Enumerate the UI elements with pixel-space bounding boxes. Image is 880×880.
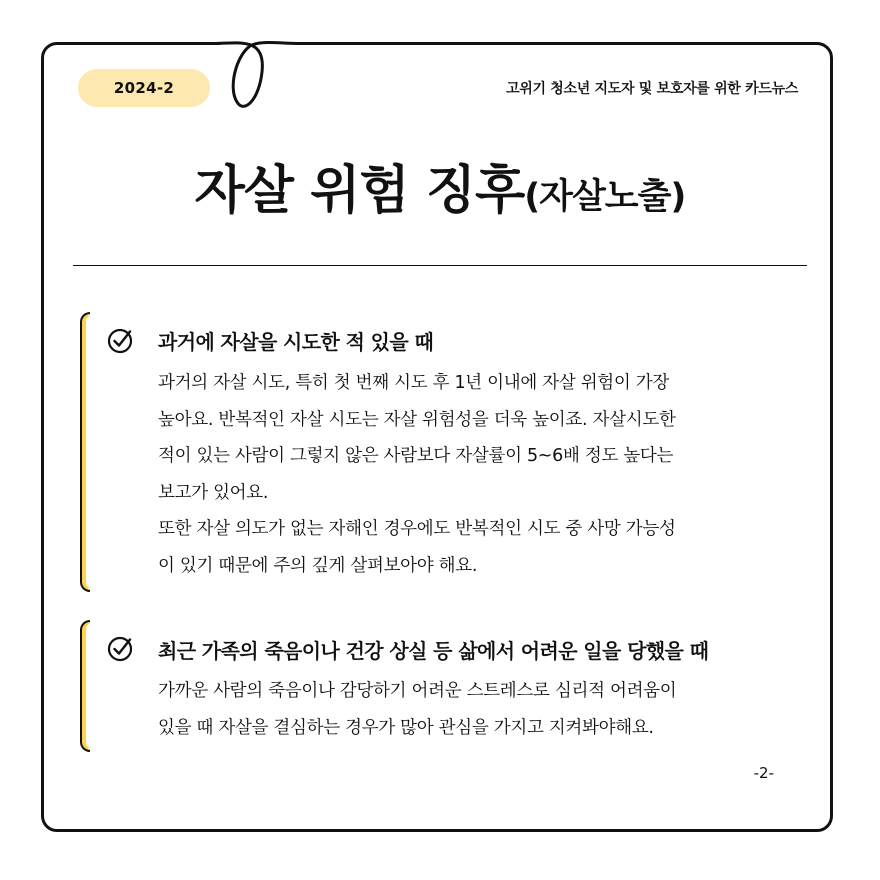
section-heading: 최근 가족의 죽음이나 건강 상실 등 삶에서 어려운 일을 당했을 때 (158, 639, 709, 663)
issue-badge: 2024-2 (78, 69, 210, 107)
body-line: 가까운 사람의 죽음이나 감당하기 어려운 스트레스로 심리적 어려움이 (158, 681, 677, 701)
body-line: 높아요. 반복적인 자살 시도는 자살 위험성을 더욱 높이죠. 자살시도한 (158, 409, 676, 430)
body-line: 이 있기 때문에 주의 깊게 살펴보아야 해요. (158, 555, 478, 576)
header-subtitle: 고위기 청소년 지도자 및 보호자를 위한 카드뉴스 (506, 81, 798, 97)
page-title (0, 148, 880, 223)
body-line: 또한 자살 의도가 없는 자해인 경우에도 반복적인 시도 중 사망 가능성 (158, 519, 676, 539)
title-main: 자살 위험 징후 (194, 161, 525, 221)
body-line: 적이 있는 사람이 그렇지 않은 사람보다 자살률이 5~6배 정도 높다는 (158, 446, 674, 466)
body-line: 보고가 있어요. (158, 482, 269, 503)
section-body (158, 673, 768, 746)
section-heading: 과거에 자살을 시도한 적 있을 때 (158, 330, 434, 354)
title-sub: (자살노출) (524, 177, 686, 217)
section-body (158, 365, 768, 584)
section-bracket (80, 620, 90, 752)
check-circle-icon (107, 634, 135, 662)
body-line: 과거의 자살 시도, 특히 첫 번째 시도 후 1년 이내에 자살 위험이 가장 (158, 373, 669, 393)
page-number: -2- (753, 764, 774, 782)
body-line: 있을 때 자살을 결심하는 경우가 많아 관심을 가지고 지켜봐야해요. (158, 717, 654, 738)
title-divider (73, 265, 807, 266)
section-bracket (80, 312, 90, 592)
check-circle-icon (107, 326, 135, 354)
